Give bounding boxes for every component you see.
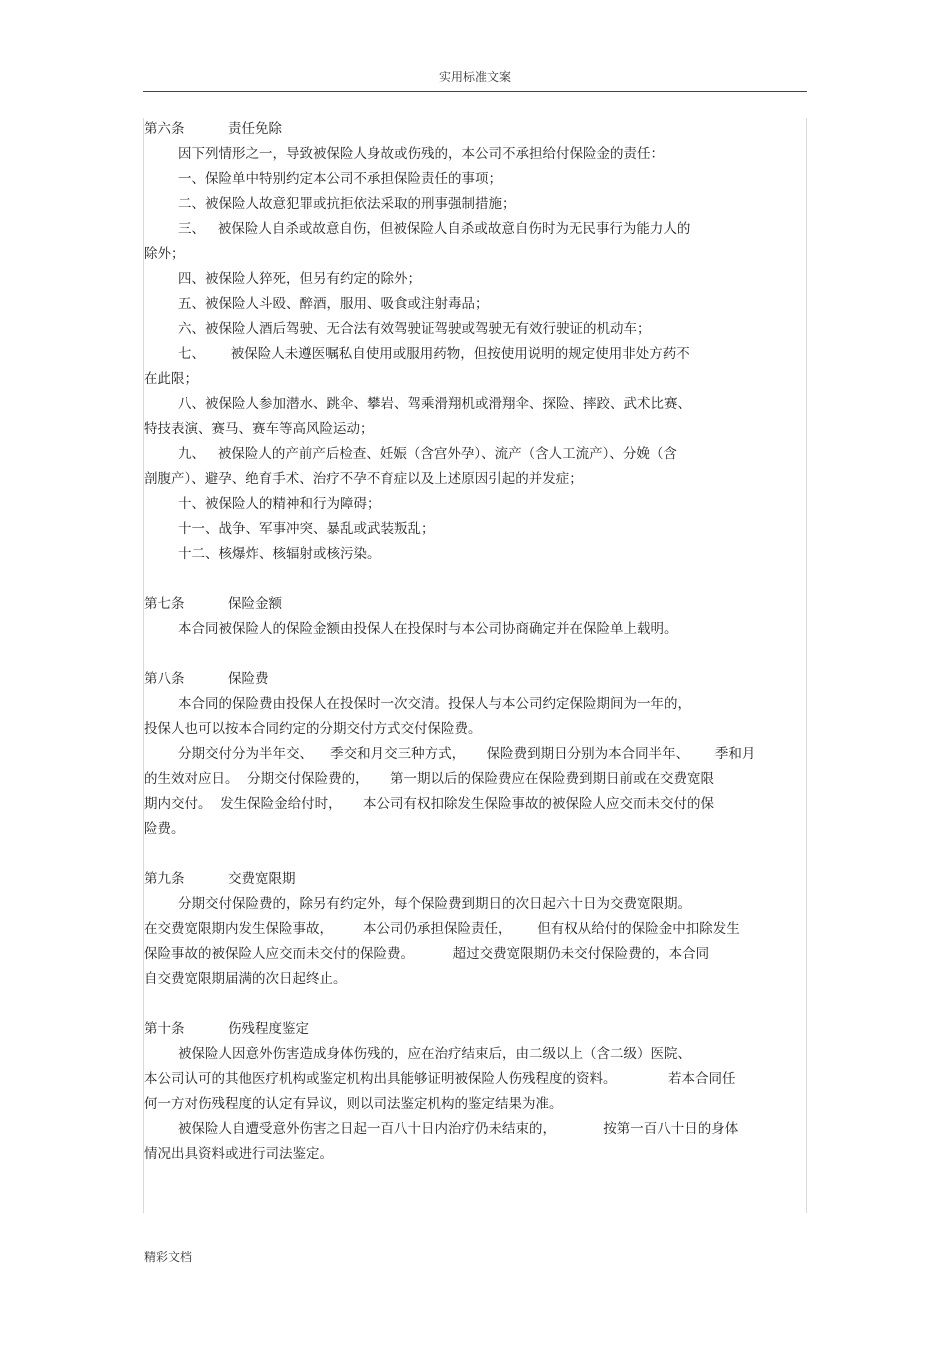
section-heading-8: 第八条 保险费: [144, 671, 269, 687]
paragraph-line: 的生效对应日。 分期交付保险费的， 第一期以后的保险费应在保险费到期日前或在交费宽限: [144, 771, 715, 787]
paragraph-line: 何一方对伤残程度的认定有异议，则以司法鉴定机构的鉴定结果为准。: [144, 1096, 563, 1112]
paragraph-line: 在交费宽限期内发生保险事故， 本公司仍承担保险责任， 但有权从给付的保险金中扣除发生: [144, 921, 740, 937]
paragraph-line: 一、保险单中特别约定本公司不承担保险责任的事项；: [178, 171, 502, 187]
paragraph-line: 分期交付保险费的，除另有约定外，每个保险费到期日的次日起六十日为交费宽限期。: [178, 896, 691, 912]
paragraph-line: 六、被保险人酒后驾驶、无合法有效驾驶证驾驶或驾驶无有效行驶证的机动车；: [178, 321, 651, 337]
paragraph-line: 十一、战争、军事冲突、暴乱或武装叛乱；: [178, 521, 435, 537]
paragraph-line: 因下列情形之一，导致被保险人身故或伤残的，本公司不承担给付保险金的责任：: [178, 146, 664, 162]
left-margin-line: [143, 118, 144, 1213]
paragraph-line: 十二、核爆炸、核辐射或核污染。: [178, 546, 381, 562]
paragraph-line: 本合同被保险人的保险金额由投保人在投保时与本公司协商确定并在保险单上载明。: [178, 621, 678, 637]
paragraph-line: 被保险人因意外伤害造成身体伤残的，应在治疗结束后，由二级以上（含二级）医院、: [178, 1046, 691, 1062]
header-divider: [143, 91, 807, 92]
paragraph-line: 在此限；: [144, 371, 198, 387]
paragraph-line: 特技表演、赛马、赛车等高风险运动；: [144, 421, 374, 437]
paragraph-line: 十、被保险人的精神和行为障碍；: [178, 496, 381, 512]
paragraph-line: 自交费宽限期届满的次日起终止。: [144, 971, 347, 987]
paragraph-line: 险费。: [144, 821, 185, 837]
paragraph-line: 本合同的保险费由投保人在投保时一次交清。投保人与本公司约定保险期间为一年的，: [178, 696, 691, 712]
paragraph-line: 期内交付。 发生保险金给付时， 本公司有权扣除发生保险事故的被保险人应交而未交付的保: [144, 796, 715, 812]
section-heading-9: 第九条 交费宽限期: [144, 871, 296, 887]
paragraph-line: 分期交付分为半年交、 季交和月交三种方式， 保险费到期日分别为本合同半年、 季和月: [178, 746, 756, 762]
paragraph-line: 四、被保险人猝死，但另有约定的除外；: [178, 271, 421, 287]
paragraph-line: 情况出具资料或进行司法鉴定。: [144, 1146, 333, 1162]
section-heading-10: 第十条 伤残程度鉴定: [144, 1021, 309, 1037]
paragraph-line: 除外；: [144, 246, 185, 262]
right-margin-line: [806, 118, 807, 1213]
section-heading-6: 第六条 责任免除: [144, 121, 282, 137]
paragraph-line: 七、 被保险人未遵医嘱私自使用或服用药物，但按使用说明的规定使用非处方药不: [178, 346, 690, 362]
paragraph-line: 八、被保险人参加潜水、跳伞、攀岩、驾乘滑翔机或滑翔伞、探险、摔跤、武术比赛、: [178, 396, 691, 412]
paragraph-line: 二、被保险人故意犯罪或抗拒依法采取的刑事强制措施；: [178, 196, 516, 212]
paragraph-line: 三、 被保险人自杀或故意自伤，但被保险人自杀或故意自伤时为无民事行为能力人的: [178, 221, 691, 237]
paragraph-line: 剖腹产）、避孕、绝育手术、治疗不孕不育症以及上述原因引起的并发症；: [144, 471, 583, 487]
page-header-title: 实用标准文案: [438, 70, 511, 84]
paragraph-line: 五、被保险人斗殴、醉酒，服用、吸食或注射毒品；: [178, 296, 489, 312]
section-heading-7: 第七条 保险金额: [144, 596, 282, 612]
paragraph-line: 投保人也可以按本合同约定的分期交付方式交付保险费。: [144, 721, 482, 737]
page-footer-text: 精彩文档: [144, 1250, 193, 1264]
paragraph-line: 九、 被保险人的产前产后检查、妊娠（含宫外孕）、流产（含人工流产）、分娩（含: [178, 446, 677, 462]
paragraph-line: 保险事故的被保险人应交而未交付的保险费。 超过交费宽限期仍未交付保险费的，本合同: [144, 946, 710, 962]
paragraph-line: 本公司认可的其他医疗机构或鉴定机构出具能够证明被保险人伤残程度的资料。 若本合同任: [144, 1071, 736, 1087]
paragraph-line: 被保险人自遭受意外伤害之日起一百八十日内治疗仍未结束的， 按第一百八十日的身体: [178, 1121, 739, 1137]
